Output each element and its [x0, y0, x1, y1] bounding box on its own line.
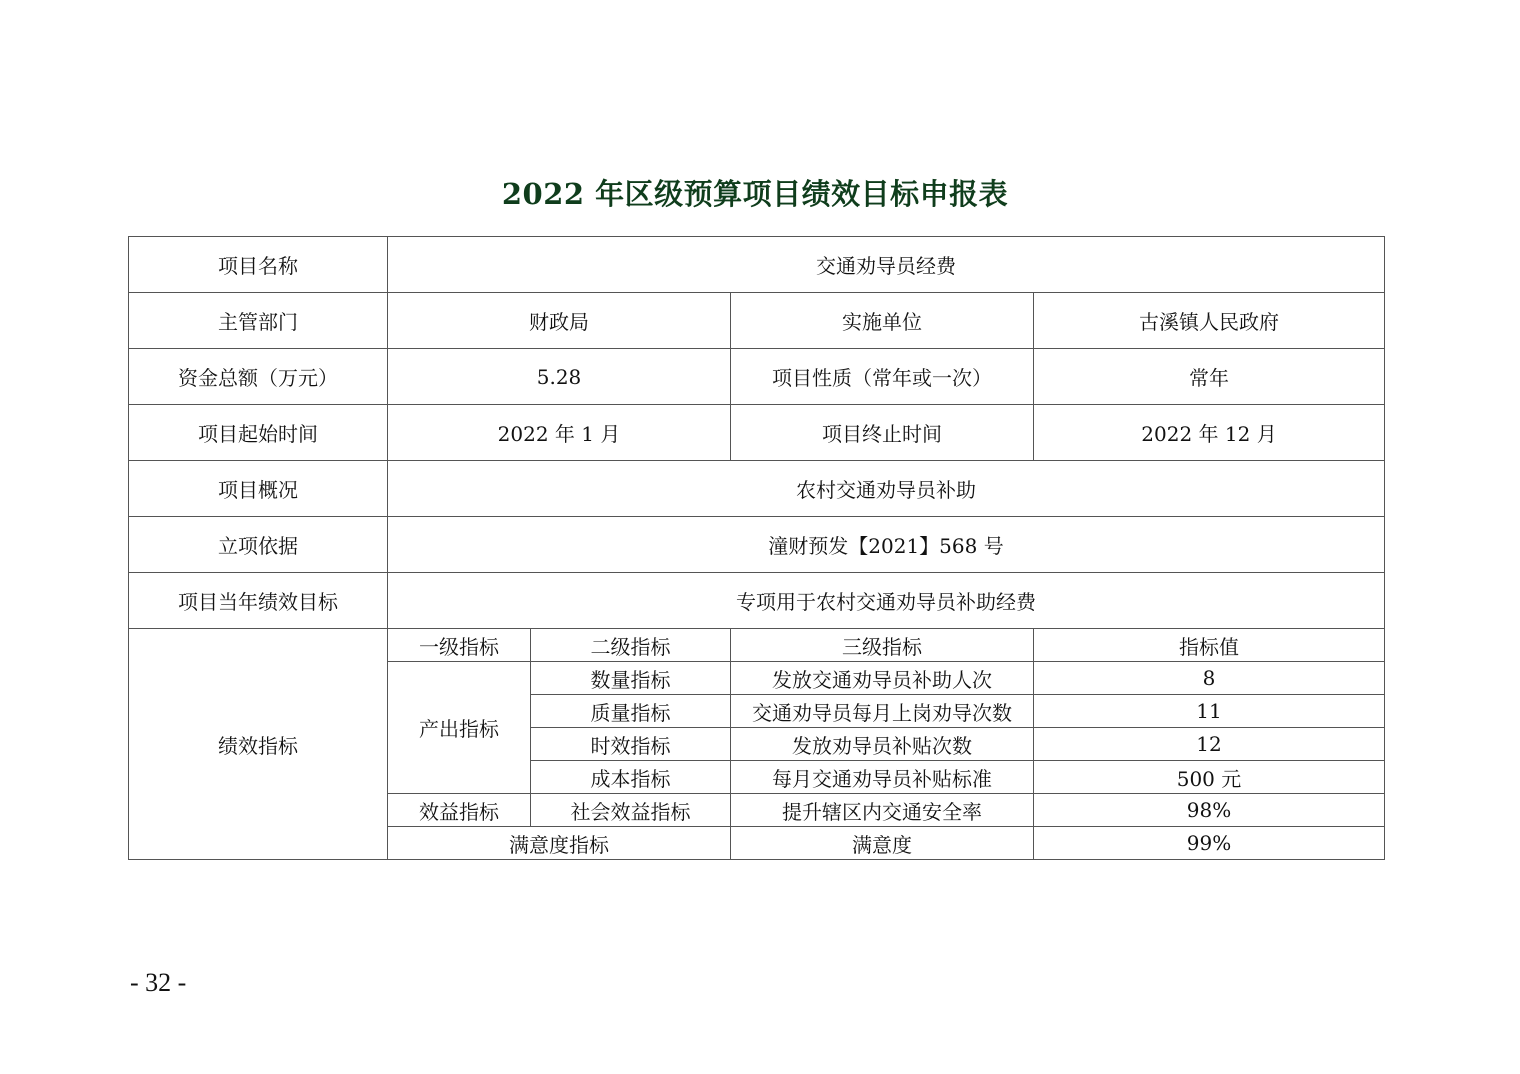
indicator-level2: 社会效益指标	[531, 794, 731, 827]
indicator-level2: 质量指标	[531, 695, 731, 728]
indicators-section-label: 绩效指标	[129, 629, 388, 860]
fund-total-label: 资金总额（万元）	[129, 349, 388, 405]
implementing-unit-label: 实施单位	[731, 293, 1034, 349]
annual-goal-value: 专项用于农村交通劝导员补助经费	[388, 573, 1385, 629]
performance-target-table	[128, 236, 1385, 860]
indicator-level2: 数量指标	[531, 662, 731, 695]
benefit-indicator-label: 效益指标	[388, 794, 531, 827]
project-nature-label: 项目性质（常年或一次）	[731, 349, 1034, 405]
indicator-level3: 每月交通劝导员补贴标准	[731, 761, 1034, 794]
indicator-value: 11	[1034, 695, 1385, 728]
indicator-value: 98%	[1034, 794, 1385, 827]
department-value: 财政局	[388, 293, 731, 349]
output-indicator-label: 产出指标	[388, 662, 531, 794]
indicator-header-row	[129, 629, 1385, 662]
indicator-level2: 时效指标	[531, 728, 731, 761]
header-level3: 三级指标	[731, 629, 1034, 662]
row-period	[129, 405, 1385, 461]
start-time-value: 2022 年 1 月	[388, 405, 731, 461]
overview-label: 项目概况	[129, 461, 388, 517]
fund-total-value: 5.28	[388, 349, 731, 405]
annual-goal-label: 项目当年绩效目标	[129, 573, 388, 629]
indicator-level2: 成本指标	[531, 761, 731, 794]
basis-label: 立项依据	[129, 517, 388, 573]
project-name-value: 交通劝导员经费	[388, 237, 1385, 293]
row-project-name	[129, 237, 1385, 293]
start-time-label: 项目起始时间	[129, 405, 388, 461]
project-name-label: 项目名称	[129, 237, 388, 293]
page-number: - 32 -	[130, 968, 187, 997]
indicator-level3: 提升辖区内交通安全率	[731, 794, 1034, 827]
implementing-unit-value: 古溪镇人民政府	[1034, 293, 1385, 349]
indicator-level3: 发放交通劝导员补助人次	[731, 662, 1034, 695]
row-department	[129, 293, 1385, 349]
project-nature-value: 常年	[1034, 349, 1385, 405]
indicator-value: 500 元	[1034, 761, 1385, 794]
row-fund	[129, 349, 1385, 405]
indicator-value: 99%	[1034, 827, 1385, 860]
indicator-level3: 交通劝导员每月上岗劝导次数	[731, 695, 1034, 728]
row-overview	[129, 461, 1385, 517]
indicator-level3: 满意度	[731, 827, 1034, 860]
end-time-label: 项目终止时间	[731, 405, 1034, 461]
header-level2: 二级指标	[531, 629, 731, 662]
page-title: 2022 年区级预算项目绩效目标申报表	[501, 177, 1009, 211]
indicator-level3: 发放劝导员补贴次数	[731, 728, 1034, 761]
end-time-value: 2022 年 12 月	[1034, 405, 1385, 461]
row-goal	[129, 573, 1385, 629]
satisfaction-indicator-label: 满意度指标	[388, 827, 731, 860]
department-label: 主管部门	[129, 293, 388, 349]
indicator-value: 12	[1034, 728, 1385, 761]
indicator-value: 8	[1034, 662, 1385, 695]
basis-value: 潼财预发【2021】568 号	[388, 517, 1385, 573]
row-basis	[129, 517, 1385, 573]
overview-value: 农村交通劝导员补助	[388, 461, 1385, 517]
header-level1: 一级指标	[388, 629, 531, 662]
header-value: 指标值	[1034, 629, 1385, 662]
